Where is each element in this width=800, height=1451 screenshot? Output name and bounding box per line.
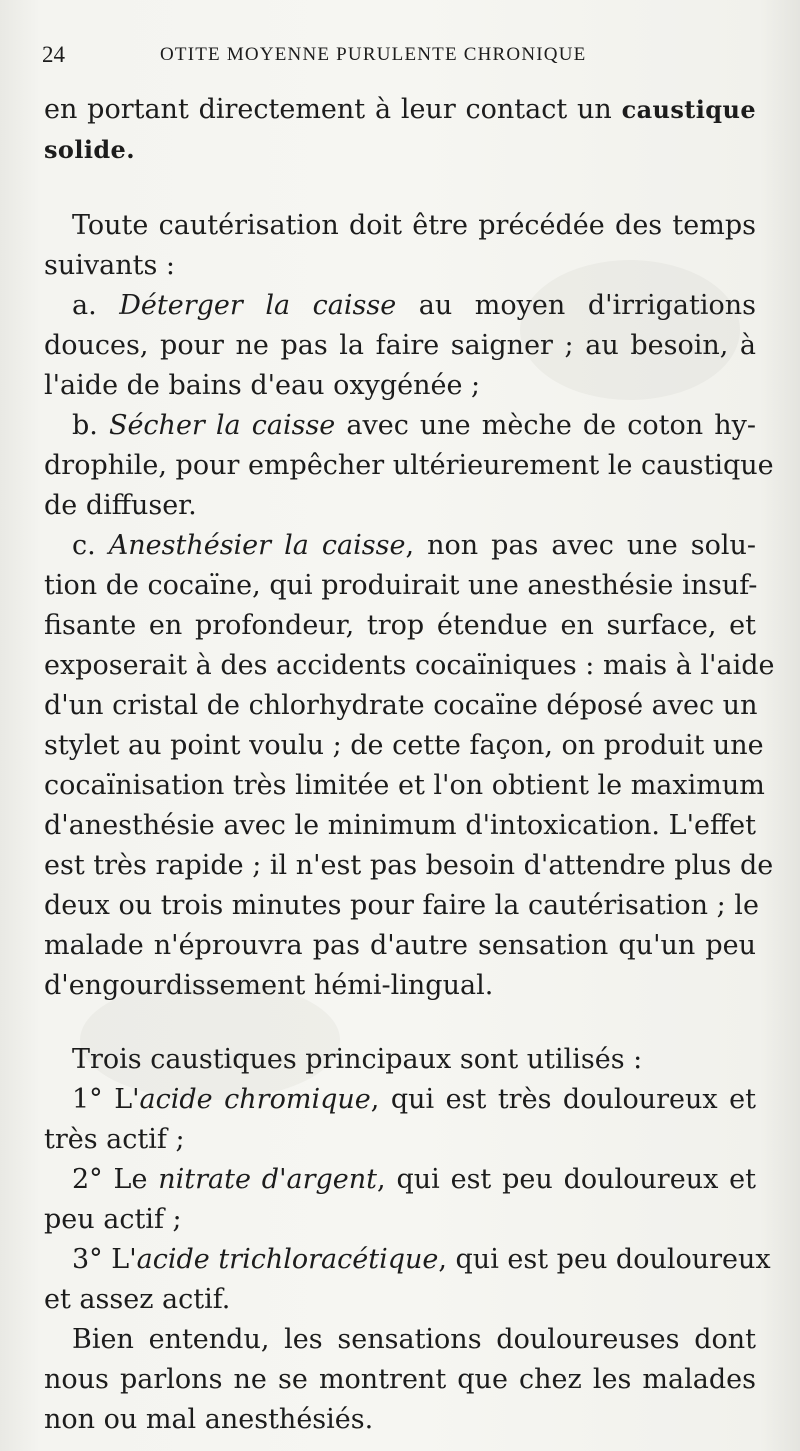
text-line: très actif ; — [44, 1124, 185, 1155]
text-line: exposerait à des accidents cocaïniques : mais à l'aide — [44, 650, 775, 681]
text-line: suivants : — [44, 250, 176, 281]
item-title: acide chromique — [139, 1084, 371, 1115]
caustic-item-1 — [72, 1080, 756, 1120]
text-line: tion de cocaïne, qui produirait une anesthésie insuf- — [44, 570, 758, 601]
item-title: Sécher la caisse — [108, 410, 336, 441]
text-span: L' — [111, 1244, 137, 1275]
bold-term: caustique — [621, 95, 756, 124]
text-line: cocaïnisation très limitée et l'on obtient le maximum — [44, 770, 765, 801]
text-span: au moyen d'irrigations — [396, 290, 756, 321]
text-line: de diffuser. — [44, 490, 197, 521]
text-line: est très rapide ; il n'est pas besoin d'attendre plus de — [44, 850, 774, 881]
text-line: Toute cautérisation doit être précédée des temps — [72, 210, 756, 241]
text-line — [44, 90, 756, 130]
text-span: , qui est peu douloureux et — [377, 1164, 756, 1195]
text-line: stylet au point voulu ; de cette façon, on produit une — [44, 730, 764, 761]
text-line: d'un cristal de chlorhydrate cocaïne déposé avec un — [44, 690, 758, 721]
text-line — [44, 130, 135, 170]
list-item-a — [72, 286, 756, 326]
caustics-intro: Trois caustiques principaux sont utilisés : — [72, 1044, 643, 1075]
text-line: d'anesthésie avec le minimum d'intoxication. L'effet — [44, 810, 756, 841]
bold-term: solide. — [44, 135, 135, 164]
text-span: avec une mèche de coton hy- — [335, 410, 756, 441]
item-label: a. — [72, 290, 120, 321]
text-line: drophile, pour empêcher ultérieurement le caustique — [44, 450, 774, 481]
text-span: , qui est très douloureux et — [370, 1084, 756, 1115]
list-item-b — [72, 406, 756, 446]
item-title: nitrate d'argent — [158, 1164, 378, 1195]
item-title: acide trichloracétique — [136, 1244, 439, 1275]
page-number: 24 — [42, 42, 65, 67]
item-title: Anesthésier la caisse — [108, 530, 406, 561]
caustic-item-2 — [72, 1160, 756, 1200]
text-line: nous parlons ne se montrent que chez les malades — [44, 1364, 756, 1395]
running-title: OTITE MOYENNE PURULENTE CHRONIQUE — [160, 44, 587, 65]
item-label: c. — [72, 530, 109, 561]
text-line: deux ou trois minutes pour faire la cautérisation ; le — [44, 890, 759, 921]
text-line: fisante en profondeur, trop étendue en surface, et — [44, 610, 756, 641]
item-title: Déterger la caisse — [119, 290, 397, 321]
text-span: Le — [113, 1164, 159, 1195]
text-line: et assez actif. — [44, 1284, 231, 1315]
text-line: l'aide de bains d'eau oxygénée ; — [44, 370, 481, 401]
caustic-item-3 — [72, 1240, 771, 1280]
page-header — [36, 38, 766, 74]
text-span: en portant directement à leur contact un — [44, 94, 622, 125]
text-span: , non pas avec une solu- — [405, 530, 756, 561]
text-line: malade n'éprouvra pas d'autre sensation qu'un peu — [44, 930, 756, 961]
text-line: d'engourdissement hémi-lingual. — [44, 970, 494, 1001]
text-span: , qui est peu douloureux — [438, 1244, 771, 1275]
item-label: b. — [72, 410, 109, 441]
text-line: non ou mal anesthésiés. — [44, 1404, 374, 1435]
text-line: peu actif ; — [44, 1204, 182, 1235]
item-number: 3° — [72, 1244, 112, 1275]
item-number: 2° — [72, 1164, 114, 1195]
text-span: L' — [114, 1084, 140, 1115]
text-line: Bien entendu, les sensations douloureuses dont — [72, 1324, 756, 1355]
item-number: 1° — [72, 1084, 115, 1115]
text-line: douces, pour ne pas la faire saigner ; au besoin, à — [44, 330, 756, 361]
list-item-c — [72, 526, 756, 566]
